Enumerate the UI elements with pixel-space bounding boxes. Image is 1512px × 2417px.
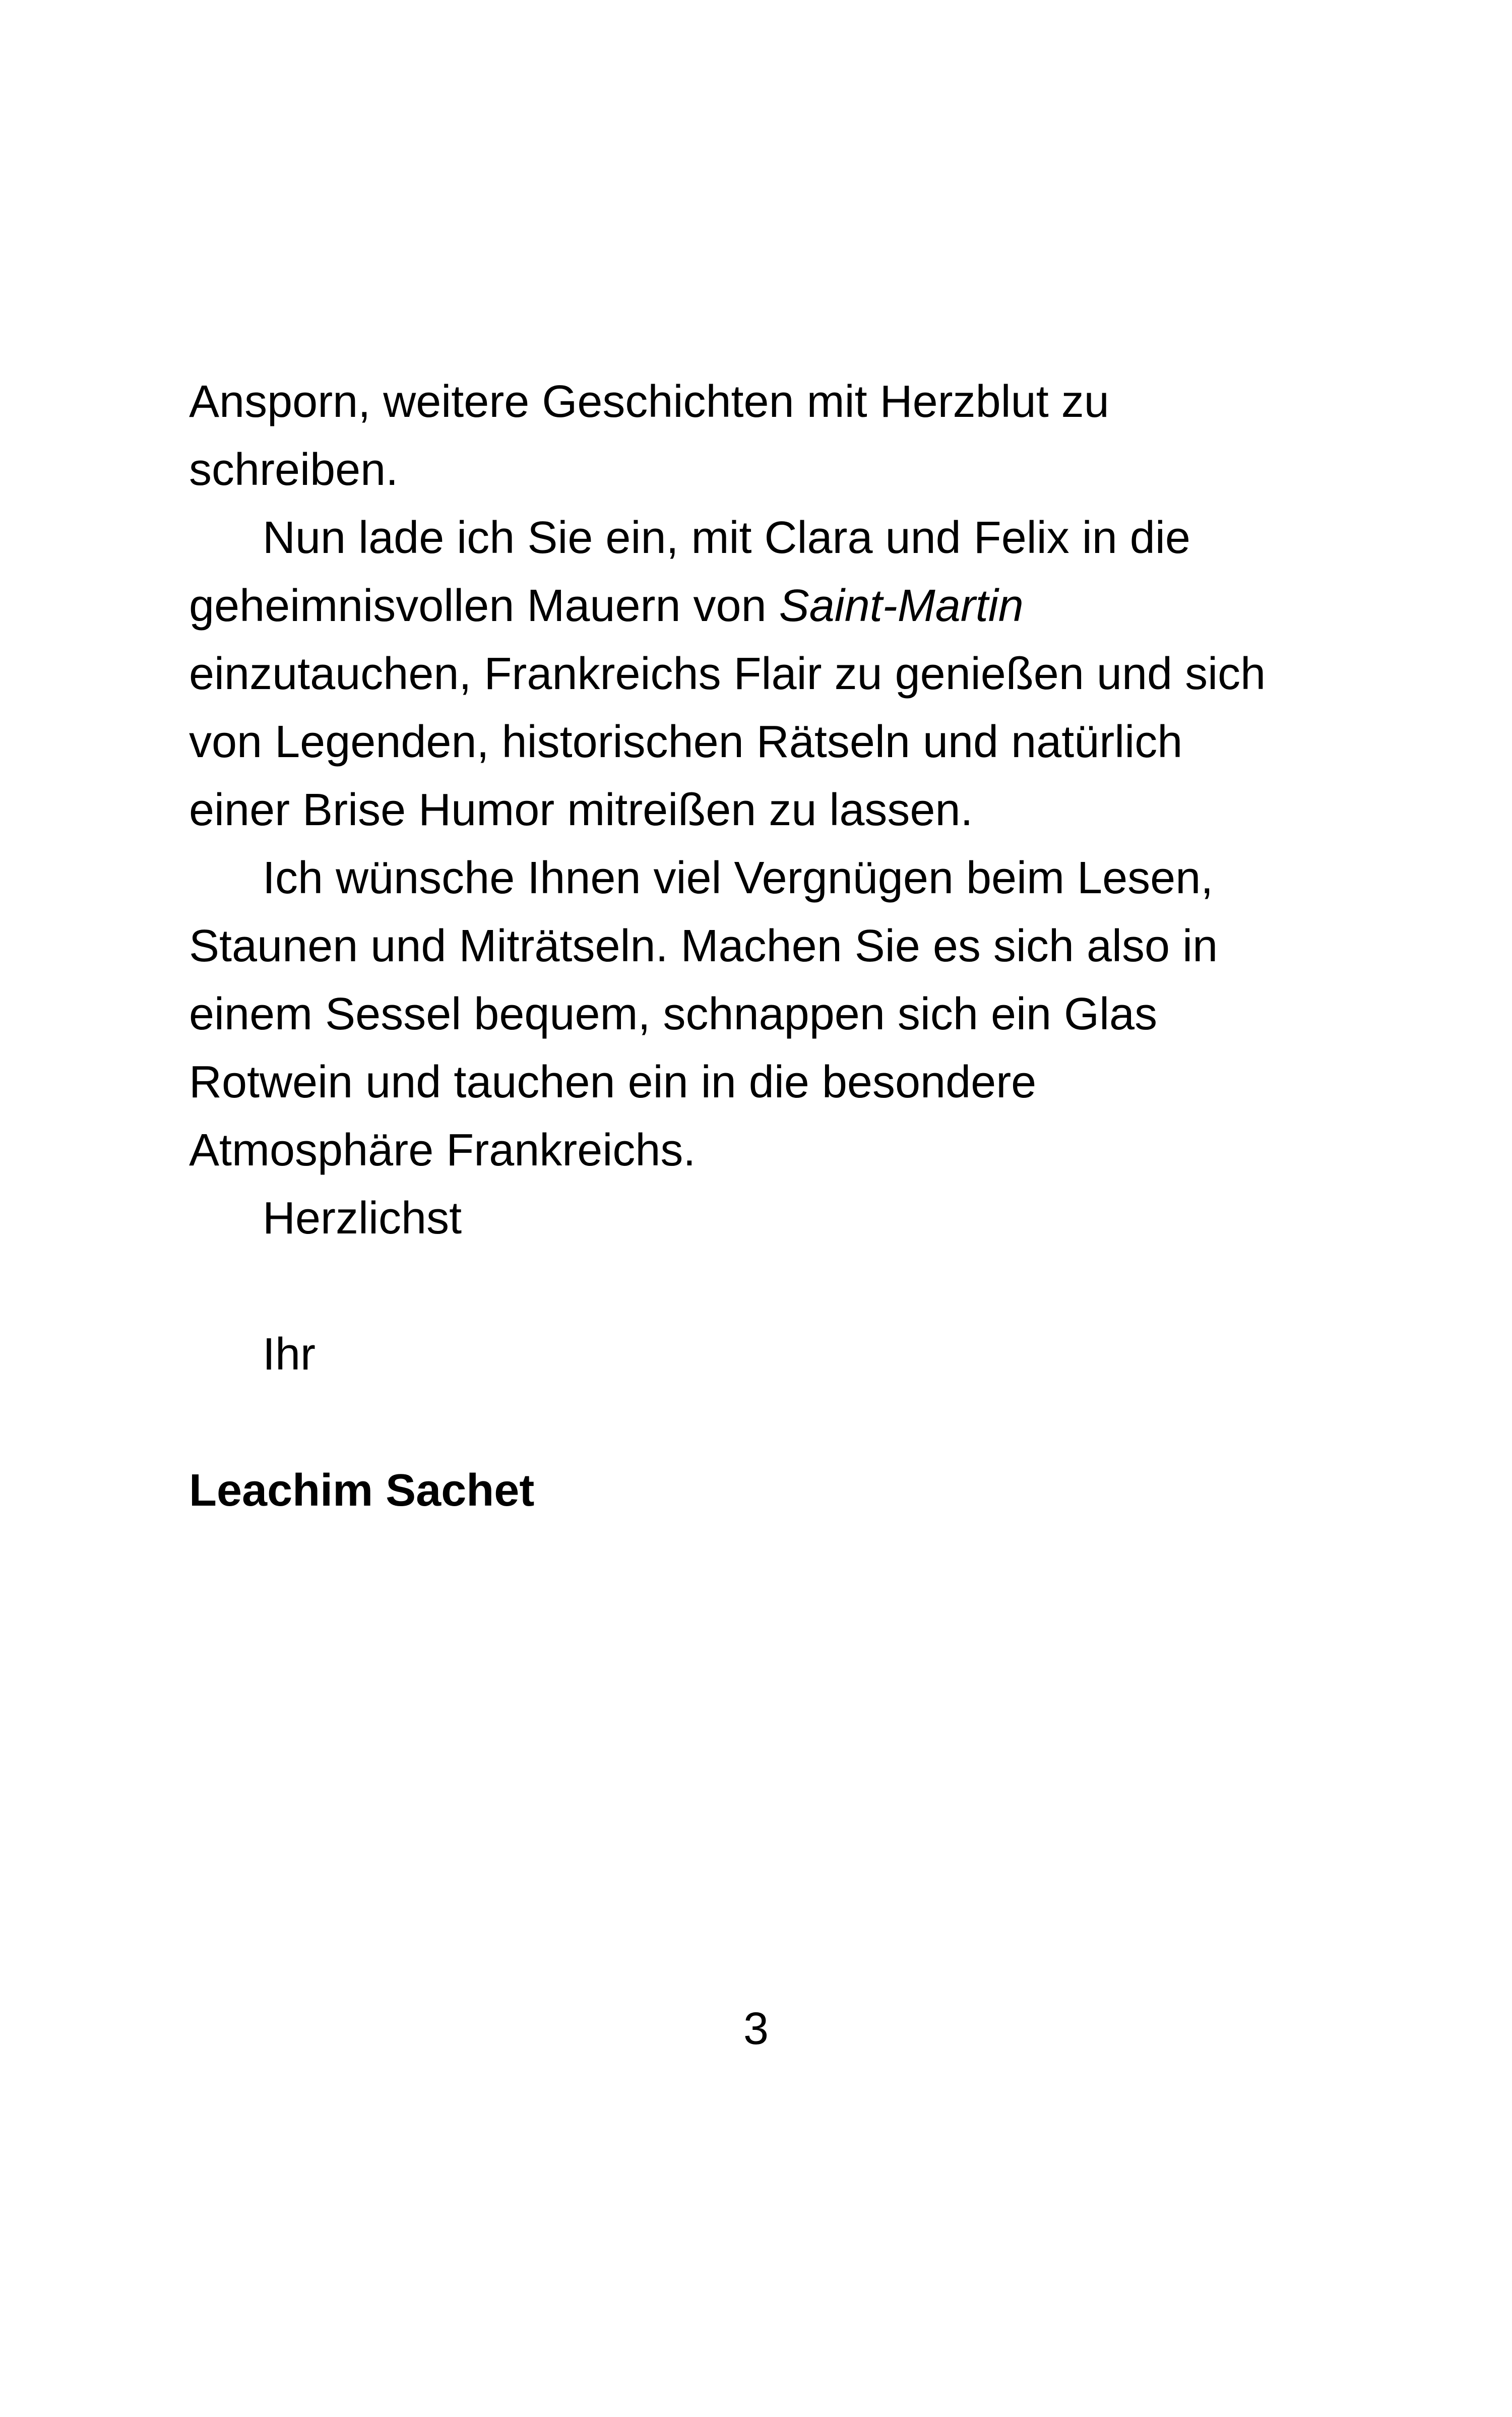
text-line: einem Sessel bequem, schnappen sich ein Glas bbox=[189, 989, 1158, 1039]
text-line: Ich wünsche Ihnen viel Vergnügen beim Lesen, bbox=[263, 853, 1214, 903]
text-line: einzutauchen, Frankreichs Flair zu genießen und sich bbox=[189, 649, 1266, 699]
text-line: Atmosphäre Frankreichs. bbox=[189, 1125, 696, 1175]
text-line: schreiben. bbox=[189, 445, 399, 495]
text-line: Rotwein und tauchen ein in die besondere bbox=[189, 1057, 1037, 1107]
spacer bbox=[189, 1389, 1328, 1457]
place-name-italic: Saint-Martin bbox=[779, 581, 1024, 631]
text-segment: geheimnisvollen Mauern von bbox=[189, 581, 779, 631]
text-line: Ansporn, weitere Geschichten mit Herzblut zu bbox=[189, 377, 1109, 427]
text-line: Staunen und Miträtseln. Machen Sie es sich also in bbox=[189, 921, 1218, 971]
spacer bbox=[189, 1253, 1328, 1321]
closing-greeting: Herzlichst bbox=[263, 1193, 462, 1244]
text-line bbox=[189, 572, 1328, 640]
text-line: von Legenden, historischen Rätseln und natürlich bbox=[189, 717, 1183, 767]
page-number: 3 bbox=[743, 2004, 769, 2054]
author-signature: Leachim Sachet bbox=[189, 1465, 535, 1516]
text-line: einer Brise Humor mitreißen zu lassen. bbox=[189, 785, 973, 835]
body-text bbox=[189, 368, 1328, 1525]
text-line: Nun lade ich Sie ein, mit Clara und Felix in die bbox=[263, 513, 1190, 563]
closing-ihr: Ihr bbox=[263, 1329, 316, 1380]
